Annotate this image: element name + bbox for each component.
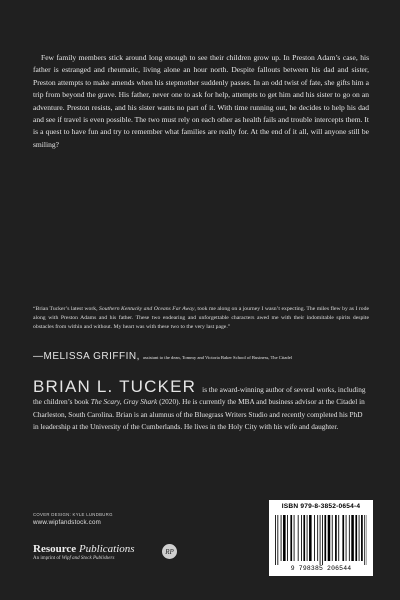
barcode-bar (309, 515, 312, 561)
publisher-name (33, 543, 213, 555)
barcode-bar (346, 515, 347, 561)
barcode-panel (269, 500, 373, 576)
barcode-icon (275, 515, 367, 565)
barcode-bar (338, 515, 339, 561)
bio-text-start: is the award-winning author of several works, including the children’s book (33, 385, 366, 407)
quote-text-end: , took me along on a journey I wasn’t expecting. The miles flew by as I rode along with Preston Adams and his father. These two endearing and unforgettable characters awed me with their indomitable spirits despite obstacles from within and without. My heart was with these two to the very last page.” (33, 306, 369, 331)
barcode-bar (332, 515, 333, 561)
barcode-bar (355, 515, 357, 561)
barcode-bar (303, 515, 305, 561)
barcode-bar (294, 515, 295, 561)
endorser-role: assistant to the dean, Tommy and Victoria Baker School of Business, The Citadel (142, 355, 293, 360)
barcode-bar (320, 515, 321, 565)
imprint-prefix: An imprint of (33, 556, 62, 561)
barcode-bar (281, 515, 282, 561)
bio-book-title: The Scary, Gray Shark (90, 397, 158, 407)
author-name: BRIAN L. TUCKER (33, 377, 197, 396)
ean-number: 9 798385 206544 (290, 565, 352, 572)
barcode-bar (322, 515, 323, 565)
barcode-bar (349, 515, 350, 561)
barcode-bar (290, 515, 292, 561)
cover-design-credit: COVER DESIGN: KYLE LUNDBURG (33, 512, 113, 517)
barcode-bar (307, 515, 308, 561)
barcode-bar (328, 515, 331, 561)
endorsement-quote (33, 305, 369, 332)
quoted-book-title: Southern Kentucky and Oceans Far Away (99, 306, 195, 312)
endorsement-attribution (33, 346, 373, 364)
barcode-bar (275, 515, 276, 565)
quote-text-start: “Brian Tucker’s latest work, (33, 306, 100, 312)
barcode-bar (364, 515, 365, 565)
barcode-bar (298, 515, 299, 561)
barcode-bar (359, 515, 360, 561)
barcode-bar (277, 515, 278, 565)
isbn-text: ISBN 979-8-3852-0654-4 (281, 503, 361, 510)
endorser-name: —MELISSA GRIFFIN, (33, 351, 140, 362)
barcode-bar (342, 515, 344, 561)
author-bio (33, 377, 369, 434)
publisher-logo (33, 543, 213, 561)
barcode-bar (351, 515, 354, 561)
credits (33, 512, 113, 526)
barcode-bar (283, 515, 286, 561)
bio-text-end: (2020). He is currently the MBA and business advisor at the Citadel in Charleston, South Carolina. Brian is an alumnus of the Bluegrass Writers Studio and recently completed his PhD in leadership at the University of the Cumberlands. He lives in the Holy City with his wife and daughter. (33, 397, 365, 432)
barcode-bar (335, 515, 337, 561)
rp-seal-icon: RP (162, 544, 177, 559)
publisher-name-secondary: Publications (78, 543, 135, 555)
publisher-url: www.wipfandstock.com (33, 519, 101, 526)
barcode-bar (317, 515, 318, 561)
barcode-bar (287, 515, 288, 561)
imprint-parent: Wipf and Stock Publishers (61, 556, 115, 561)
barcode-bar (301, 515, 302, 561)
barcode-bar (314, 515, 315, 561)
barcode-bar (361, 515, 363, 561)
book-blurb: Few family members stick around long enough to see their children grow up. In Preston Adam’s case, his father is estranged and rheumatic, living alone an hour north. Despite fallouts between his dad and sister, Preston attempts to make amends when his stepmother suddenly passes. In an odd twist of fate, she gifts him a trip from beyond the grave. His father, never one to ask for help, attempts to get him and his sister to go on an adventure. Preston resists, and his sister wants no part of it. With time running out, he decides to help his dad and see if travel is even possible. The two must rely on each other as health fails and trouble intercepts them. It is a quest to have fun and try to remember what families are really for. At the end of it all, will anyone still be smiling? (33, 53, 369, 149)
publisher-name-primary: Resource (33, 543, 77, 555)
barcode-bar (324, 515, 326, 561)
publisher-imprint (33, 556, 213, 561)
